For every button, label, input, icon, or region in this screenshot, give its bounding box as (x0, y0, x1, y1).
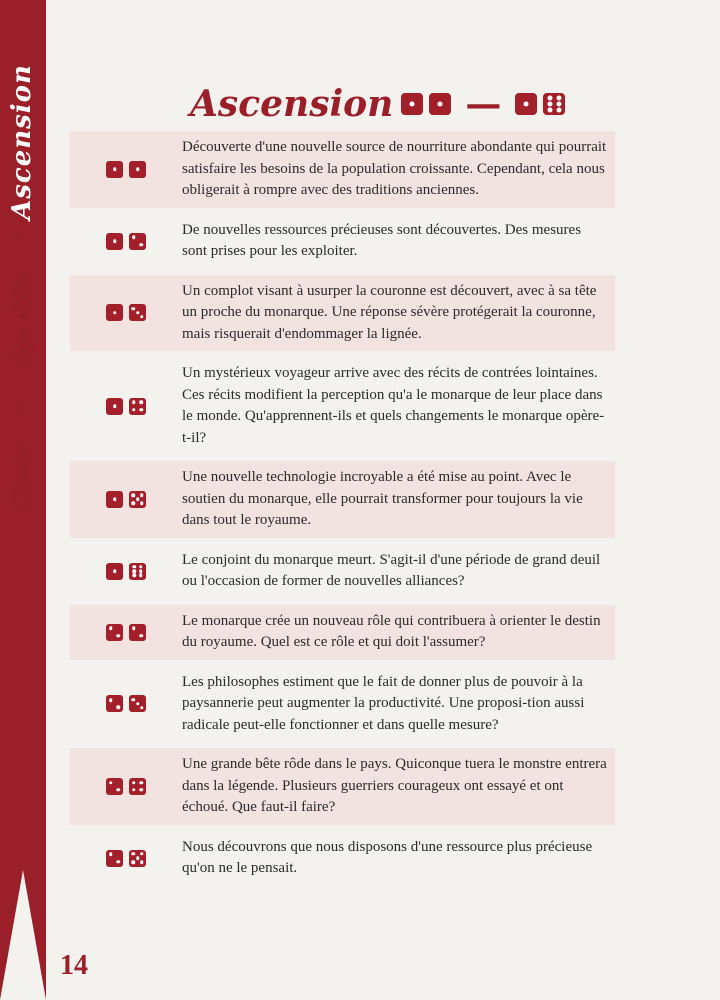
die-face-2-icon (106, 778, 123, 795)
row-dice (70, 233, 182, 250)
table-row (70, 131, 615, 208)
die-face-4-icon (129, 398, 146, 415)
table-row (70, 666, 615, 743)
die-face-1-icon (401, 93, 423, 115)
row-text: Un mystérieux voyageur arrive avec des récits de contrées lointaines. Ces récits modifient la perception qu'a le monarque de leur place dans le monde. Qu'apprennent-ils et quels changements le monarque opère-t-il? (182, 365, 605, 446)
row-dice (70, 563, 182, 580)
die-face-1-icon (515, 93, 537, 115)
die-face-3-icon (129, 695, 146, 712)
die-face-1-icon (106, 233, 123, 250)
table-row (70, 275, 615, 352)
title-dice-start (401, 93, 451, 115)
row-dice (70, 778, 182, 795)
die-face-2-icon (106, 850, 123, 867)
title-dice-end (515, 93, 565, 115)
event-table (70, 131, 615, 892)
row-text: Découverte d'une nouvelle source de nourriture abondante qui pourrait satisfaire les besoins de la population croissante. Cependant, cela nous obligerait à rompre avec des traditions anciennes. (182, 139, 607, 198)
row-dice (70, 304, 182, 321)
die-face-1-icon (106, 304, 123, 321)
die-face-6-icon (129, 563, 146, 580)
table-row (70, 748, 615, 825)
row-dice (70, 695, 182, 712)
die-face-1-icon (106, 161, 123, 178)
row-dice (70, 398, 182, 415)
die-face-1-icon (106, 491, 123, 508)
die-face-5-icon (129, 491, 146, 508)
table-row (70, 544, 615, 599)
die-face-1-icon (106, 398, 123, 415)
die-face-1-icon (129, 161, 146, 178)
die-face-2-icon (106, 624, 123, 641)
row-text: Les philosophes estiment que le fait de donner plus de pouvoir à la paysannerie peut augmenter la productivité. Une proposi-tion aussi radicale peut-elle fonctionner et dans quelle mesure? (182, 673, 585, 733)
row-dice (70, 161, 182, 178)
table-row (70, 605, 615, 660)
row-text: Un complot visant à usurper la couronne est découvert, avec à sa tête un proche du monarque. Une réponse sévère protégerait la couronne, mais risquerait d'endommager la lignée. (182, 282, 597, 342)
row-dice (70, 850, 182, 867)
row-text: Une nouvelle technologie incroyable a été mise au point. Avec le soutien du monarque, elle pourrait transformer pour toujours la vie dans tout le royaume. (182, 469, 583, 528)
die-face-3-icon (129, 304, 146, 321)
die-face-2-icon (129, 624, 146, 641)
title-dash: — (465, 83, 502, 125)
page-title-text: Ascension (190, 83, 394, 125)
die-face-5-icon (129, 850, 146, 867)
die-face-2-icon (129, 233, 146, 250)
row-dice (70, 624, 182, 641)
die-face-4-icon (129, 778, 146, 795)
row-text: Une grande bête rôde dans le pays. Quiconque tuera le monstre entrera dans la légende. Plusieurs guerriers courageux ont essayé et ont échoué. Que faut-il faire? (182, 756, 607, 815)
table-row (70, 357, 615, 455)
row-dice (70, 491, 182, 508)
die-face-1-icon (106, 563, 123, 580)
row-text: Le conjoint du monarque meurt. S'agit-il d'une période de grand deuil ou l'occasion de former de nouvelles alliances? (182, 551, 601, 589)
die-face-6-icon (543, 93, 565, 115)
page-title (190, 80, 565, 128)
row-text: De nouvelles ressources précieuses sont découvertes. Des mesures sont prises pour les exploiter. (182, 221, 582, 259)
row-text: Nous découvrons que nous disposons d'une ressource plus précieuse qu'on ne le pensait. (182, 838, 593, 876)
table-row (70, 461, 615, 538)
table-row (70, 831, 615, 886)
page-number: 14 (60, 950, 88, 981)
die-face-2-icon (106, 695, 123, 712)
die-face-1-icon (429, 93, 451, 115)
table-row (70, 214, 615, 269)
row-text: Le monarque crée un nouveau rôle qui contribuera à orienter le destin du royaume. Quel est ce rôle et qui doit l'assumer? (182, 612, 601, 650)
